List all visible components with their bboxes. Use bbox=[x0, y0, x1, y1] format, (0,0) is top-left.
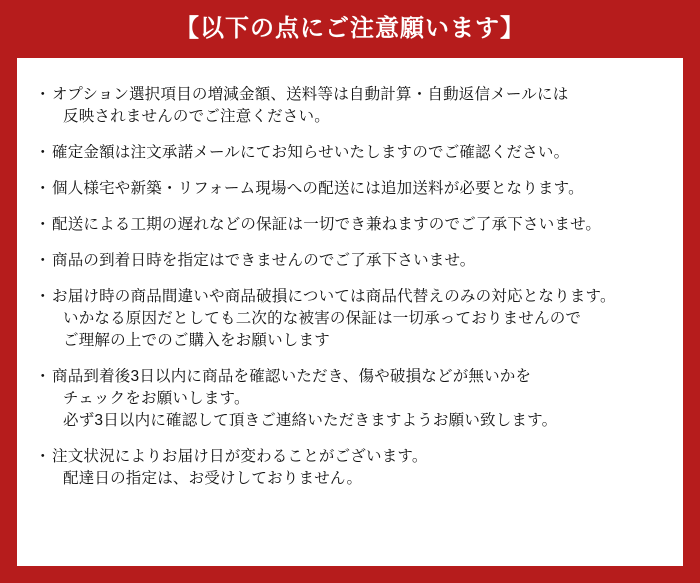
list-item bbox=[35, 178, 665, 200]
bullet-icon: ・ bbox=[35, 144, 51, 161]
notice-line bbox=[35, 286, 665, 308]
bullet-icon: ・ bbox=[35, 368, 51, 385]
bullet-icon: ・ bbox=[35, 86, 51, 103]
notice-text: 必ず3日以内に確認して頂きご連絡いただきますようお願い致します。 bbox=[63, 412, 558, 429]
list-item bbox=[35, 286, 665, 352]
notice-text: 確定金額は注文承諾メールにてお知らせいたしますのでご確認ください。 bbox=[52, 144, 570, 161]
page-title-bar bbox=[0, 0, 700, 58]
bullet-icon: ・ bbox=[35, 252, 51, 269]
notice-line bbox=[35, 142, 665, 164]
notice-panel bbox=[17, 58, 683, 566]
notice-line bbox=[35, 84, 665, 106]
notice-text: ご理解の上でのご購入をお願いします bbox=[63, 332, 330, 349]
notice-line bbox=[35, 106, 665, 128]
list-item bbox=[35, 142, 665, 164]
notice-text: いかなる原因だとしても二次的な被害の保証は一切承っておりませんので bbox=[63, 310, 582, 327]
notice-line bbox=[35, 410, 665, 432]
page-title: 【以下の点にご注意願います】 bbox=[175, 15, 525, 42]
notice-text: 個人様宅や新築・リフォーム現場への配送には追加送料が必要となります。 bbox=[52, 180, 584, 197]
notice-line bbox=[35, 388, 665, 410]
notice-text: 商品の到着日時を指定はできませんのでご了承下さいませ。 bbox=[52, 252, 476, 269]
notice-text: チェックをお願いします。 bbox=[63, 390, 250, 407]
notice-line bbox=[35, 446, 665, 468]
notice-line bbox=[35, 366, 665, 388]
notice-text: お届け時の商品間違いや商品破損については商品代替えのみの対応となります。 bbox=[52, 288, 616, 305]
notice-text: 注文状況によりお届け日が変わることがございます。 bbox=[52, 448, 428, 465]
list-item bbox=[35, 250, 665, 272]
bullet-icon: ・ bbox=[35, 288, 51, 305]
notice-text: 反映されませんのでご注意ください。 bbox=[63, 108, 330, 125]
list-item bbox=[35, 446, 665, 490]
notice-line bbox=[35, 178, 665, 200]
notice-line bbox=[35, 214, 665, 236]
list-item bbox=[35, 84, 665, 128]
notice-line bbox=[35, 468, 665, 490]
notice-text: オプション選択項目の増減金額、送料等は自動計算・自動返信メールには bbox=[52, 86, 569, 103]
notice-line bbox=[35, 308, 665, 330]
notice-text: 配達日の指定は、お受けしておりません。 bbox=[63, 470, 363, 487]
notice-list bbox=[35, 84, 665, 490]
notice-text: 商品到着後3日以内に商品を確認いただき、傷や破損などが無いかを bbox=[52, 368, 532, 385]
bullet-icon: ・ bbox=[35, 180, 51, 197]
bullet-icon: ・ bbox=[35, 448, 51, 465]
list-item bbox=[35, 366, 665, 432]
notice-text: 配送による工期の遅れなどの保証は一切でき兼ねますのでご了承下さいませ。 bbox=[52, 216, 602, 233]
notice-line bbox=[35, 330, 665, 352]
bullet-icon: ・ bbox=[35, 216, 51, 233]
list-item bbox=[35, 214, 665, 236]
notice-line bbox=[35, 250, 665, 272]
